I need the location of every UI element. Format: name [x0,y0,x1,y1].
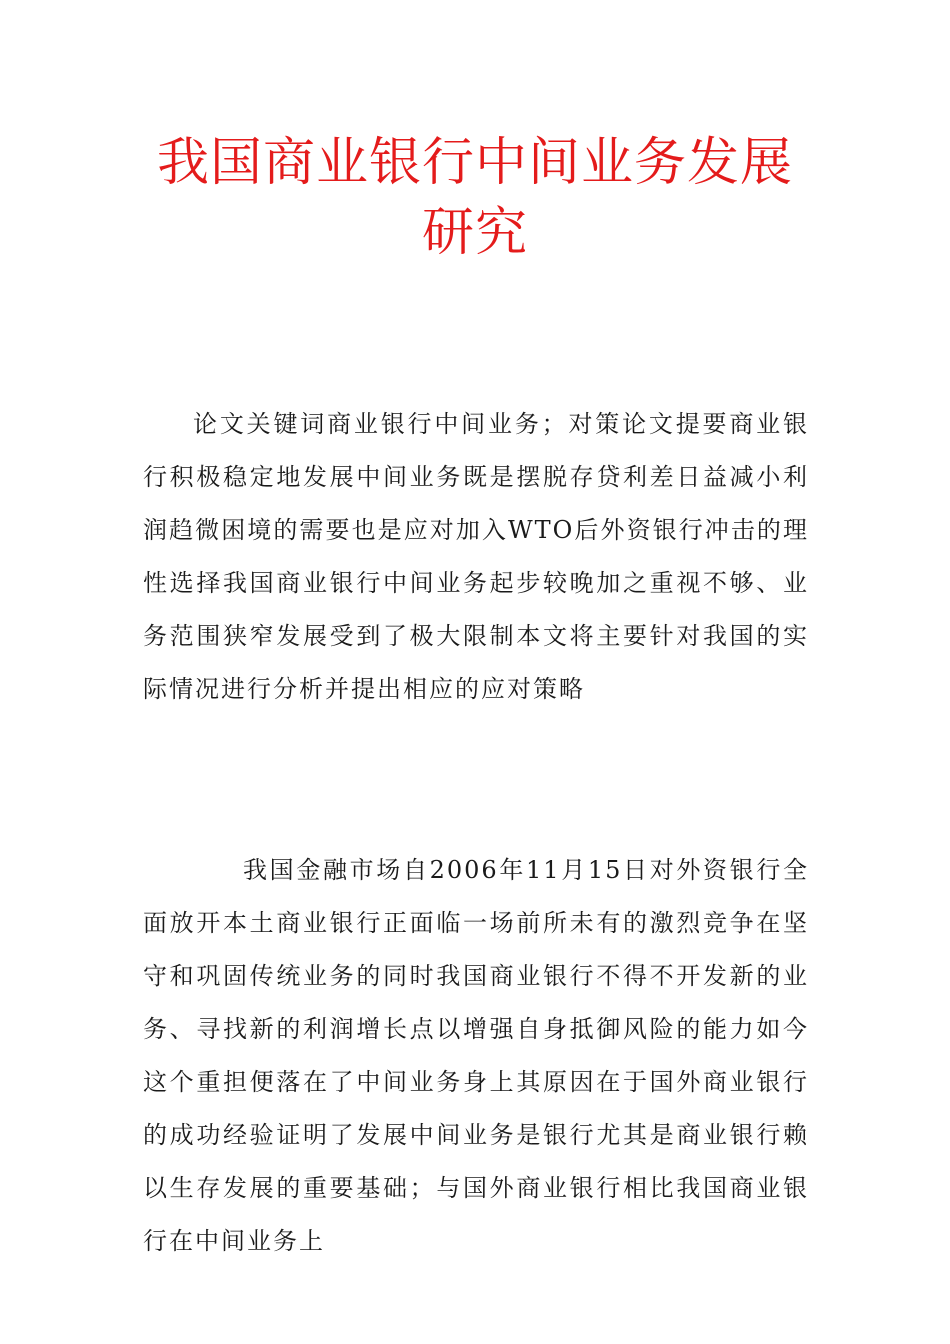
abstract-paragraph: 论文关键词商业银行中间业务；对策论文提要商业银行积极稳定地发展中间业务既是摆脱存贷利差日益减小利润趋微困境的需要也是应对加入WTO后外资银行冲击的理性选择我国商业银行中间业务起步较晚加之重视不够、业务范围狭窄发展受到了极大限制本文将主要针对我国的实际情况进行分析并提出相应的应对策略 [143,410,809,703]
document-title: 我国商业银行中间业务发展研究 [156,133,793,263]
body-paragraph: 我国金融市场自2006年11月15日对外资银行全面放开本土商业银行正面临一场前所未有的激烈竞争在坚守和巩固传统业务的同时我国商业银行不得不开发新的业务、寻找新的利润增长点以增强自身抵御风险的能力如今这个重担便落在了中间业务身上其原因在于国外商业银行的成功经验证明了发展中间业务是银行尤其是商业银行赖以生存发展的重要基础；与国外商业银行相比我国商业银行在中间业务上 [143,856,809,1255]
